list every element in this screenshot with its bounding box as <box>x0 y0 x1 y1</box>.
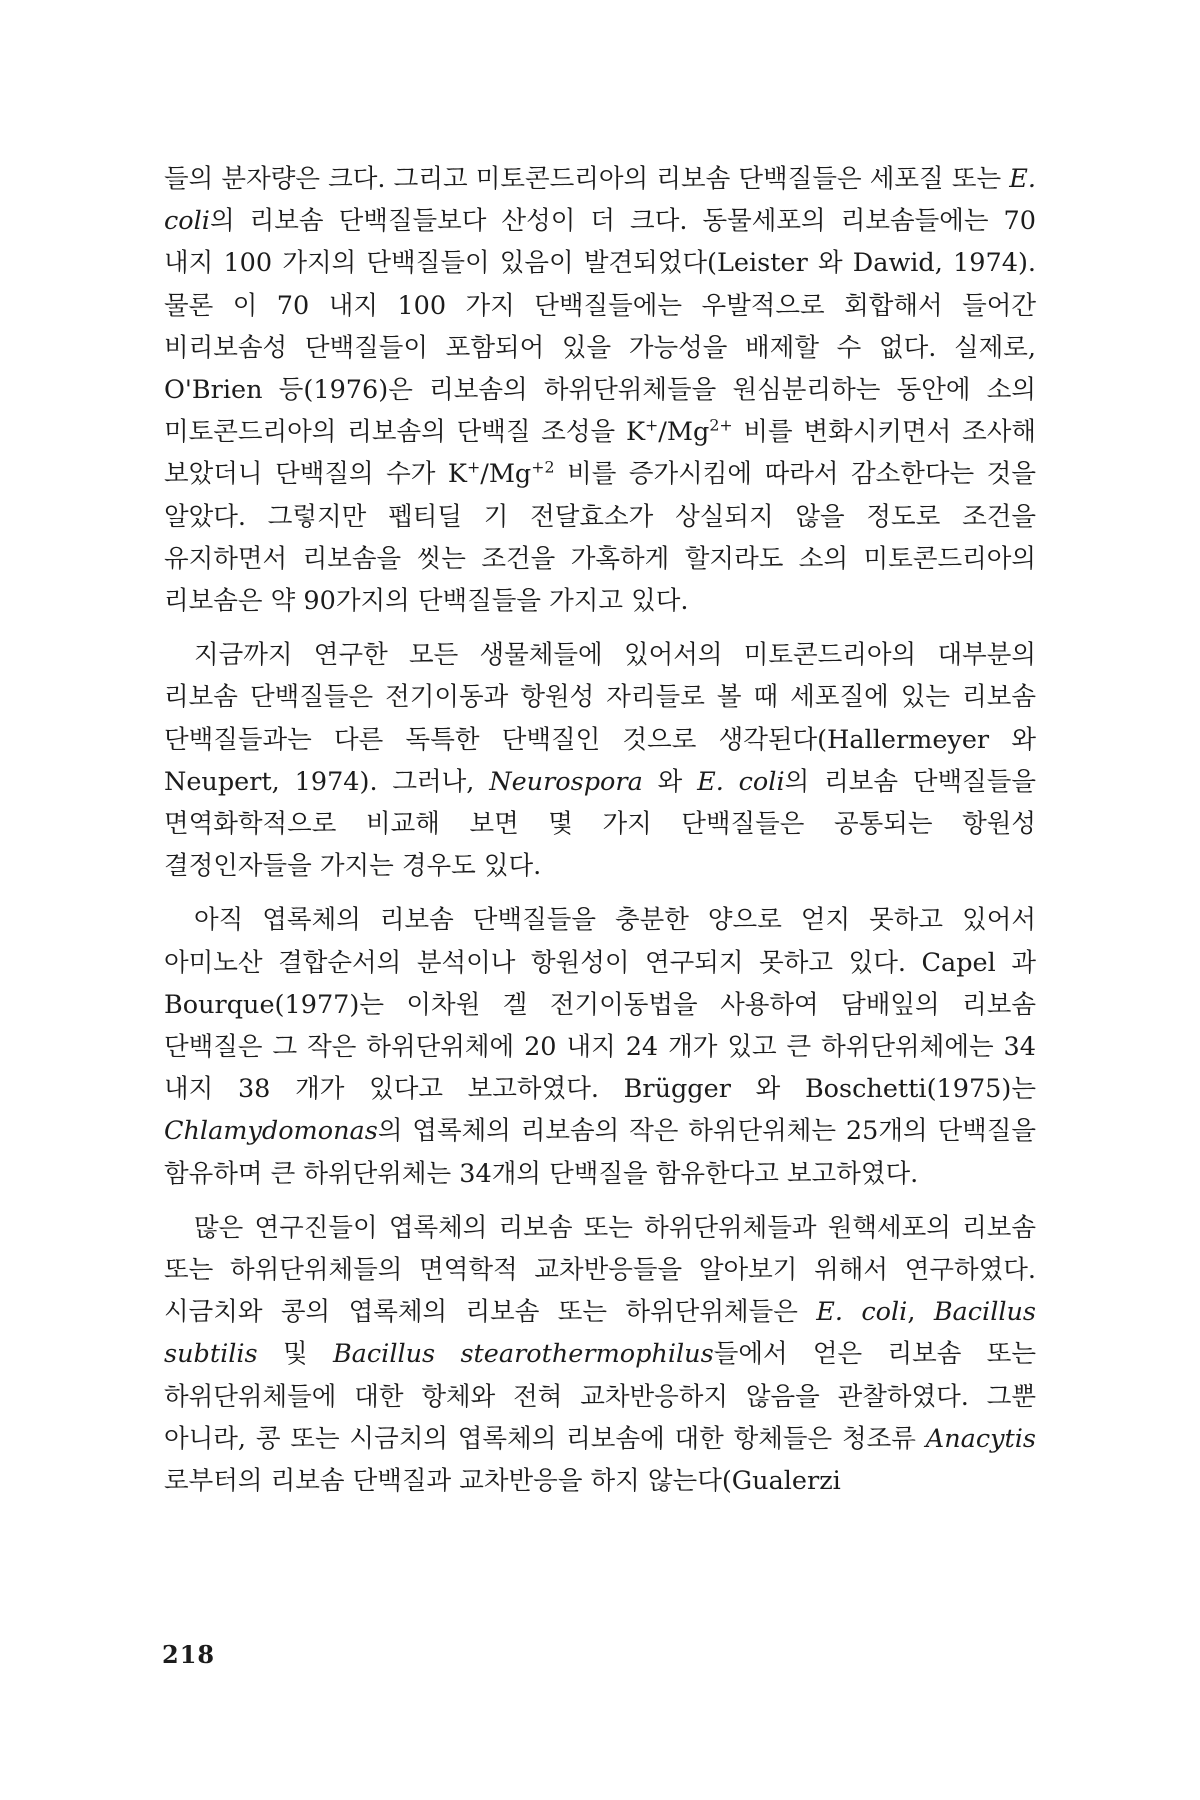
paragraph-cross-reactions: 많은 연구진들이 엽록체의 리보솜 또는 하위단위체들과 원핵세포의 리보솜 또는 하위단위체들의 면역학적 교차반응들을 알아보기 위해서 연구하였다. 시금치와 콩의 엽록체의 리보솜 또는 하위단위체들은 E. coli, Bacillus subtilis 및 Bacillus stearothermophilus들에서 얻은 리보솜 또는 하위단위체들에 대한 항체와 전혀 교차반응하지 않음을 관찰하였다. 그뿐 아니라, 콩 또는 시금치의 엽록체의 리보솜에 대한 항체들은 청조류 Anacytis 로부터의 리보솜 단백질과 교차반응을 하지 않는다(Gualerzi <box>164 1212 1037 1497</box>
page-number: 218 <box>162 1640 216 1669</box>
paragraph-antigenicity: 지금까지 연구한 모든 생물체들에 있어서의 미토콘드리아의 대부분의 리보솜 단백질들은 전기이동과 항원성 자리들로 볼 때 세포질에 있는 리보솜 단백질들과는 다른 독특한 단백질인 것으로 생각된다(Hallermeyer 와 Neupert, 1974). 그러나, Neurospora 와 E. coli의 리보솜 단백질들을 면역화학적으로 비교해 보면 몇 가지 단백질들은 공통되는 항원성 결정인자들을 가지는 경우도 있다. <box>164 640 1036 882</box>
paragraph-ribosome-proteins: 들의 분자량은 크다. 그리고 미토콘드리아의 리보솜 단백질들은 세포질 또는 E. coli의 리보솜 단백질들보다 산성이 더 크다. 동물세포의 리보솜들에는 70 내지 100 가지의 단백질들이 있음이 발견되었다(Leister 와 Dawid, 1974). 물론 이 70 내지 100 가지 단백질들에는 우발적으로 회합해서 들어간 비리보솜성 단백질들이 포함되어 있을 가능성을 배제할 수 없다. 실제로, O'Brien 등(1976)은 리보솜의 하위단위체들을 원심분리하는 동안에 소의 미토콘드리아의 리보솜의 단백질 조성을 $K^+/Mg^{2+}$ 비를 변화시키면서 조사해 보았더니 단백질의 수가 $K^+/Mg^{+2}$ 비를 증가시킴에 따라서 감소한다는 것을 알았다. 그렇지만 펩티딜 기 전달효소가 상실되지 않을 정도로 조건을 유지하면서 리보솜을 씻는 조건을 가혹하게 할지라도 소의 미토콘드리아의 리보솜은 약 90가지의 단백질들을 가지고 있다. <box>164 164 1036 617</box>
body-text <box>164 158 1036 1502</box>
paragraph-chloroplast-proteins: 아직 엽록체의 리보솜 단백질들을 충분한 양으로 얻지 못하고 있어서 아미노산 결합순서의 분석이나 항원성이 연구되지 못하고 있다. Capel 과 Bourque(1977)는 이차원 겔 전기이동법을 사용하여 담배잎의 리보솜 단백질은 그 작은 하위단위체에 20 내지 24 개가 있고 큰 하위단위체에는 34 내지 38 개가 있다고 보고하였다. Brügger 와 Boschetti(1975)는 Chlamydomonas의 엽록체의 리보솜의 작은 하위단위체는 25개의 단백질을 함유하며 큰 하위단위체는 34개의 단백질을 함유한다고 보고하였다. <box>164 905 1036 1189</box>
